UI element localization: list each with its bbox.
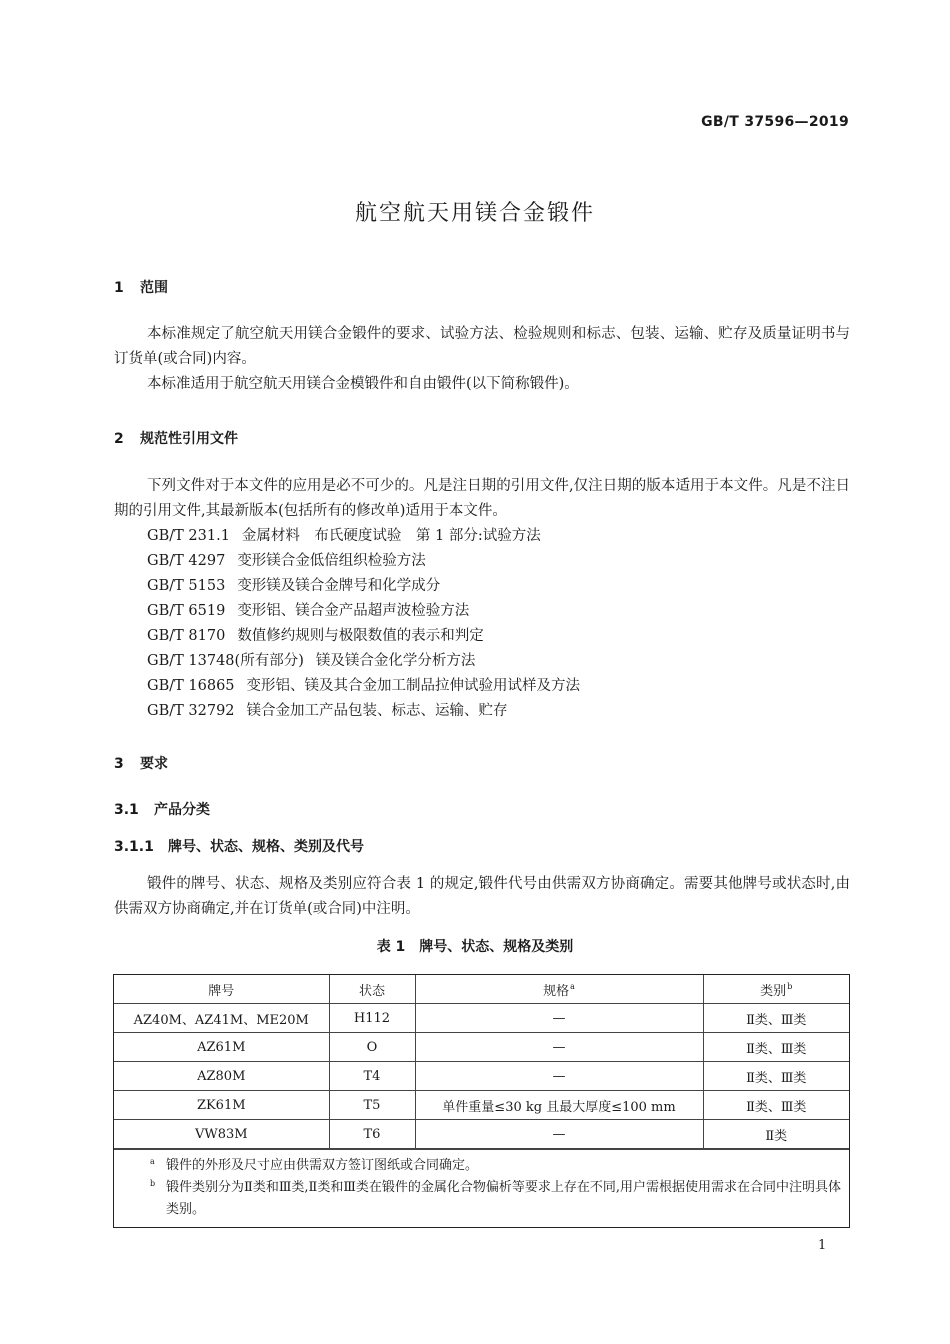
cell-spec: — <box>415 1120 703 1149</box>
table-caption: 表 1 牌号、状态、规格及类别 <box>376 939 574 955</box>
page-number: 1 <box>818 1238 827 1253</box>
table-row <box>114 1091 849 1120</box>
section-number: 2 <box>114 431 124 447</box>
section-3-1-heading <box>114 799 210 819</box>
cell-grade: AZ61M <box>114 1033 329 1062</box>
table-row <box>114 1033 849 1062</box>
cell-spec: — <box>415 1033 703 1062</box>
reference-item <box>147 649 475 674</box>
section-title: 范围 <box>140 280 168 296</box>
reference-title: 变形铝、镁合金产品超声波检验方法 <box>237 603 470 619</box>
reference-code: GB/T 32792 <box>147 703 235 719</box>
section-3-1-1-heading <box>114 836 364 856</box>
cell-spec: 单件重量≤30 kg 且最大厚度≤100 mm <box>415 1091 703 1120</box>
reference-code: GB/T 5153 <box>147 578 226 594</box>
table-row <box>114 1120 849 1149</box>
table-row <box>114 1004 849 1033</box>
cell-spec: — <box>415 1004 703 1033</box>
reference-code: GB/T 13748(所有部分) <box>147 653 304 669</box>
header-grade: 牌号 <box>114 975 329 1004</box>
section-title: 要求 <box>140 756 168 772</box>
reference-item <box>147 574 440 599</box>
section-number: 3.1 <box>114 802 139 818</box>
cell-grade: AZ40M、AZ41M、ME20M <box>114 1004 329 1033</box>
table-notes <box>114 1149 849 1227</box>
header-category <box>703 975 849 1004</box>
note-text: 锻件的外形及尺寸应由供需双方签订图纸或合同确定。 <box>166 1158 479 1173</box>
reference-code: GB/T 16865 <box>147 678 235 694</box>
cell-temper: T4 <box>329 1062 415 1091</box>
reference-item <box>147 624 484 649</box>
cell-category: Ⅱ类、Ⅲ类 <box>703 1091 849 1120</box>
section-3-heading <box>114 753 168 773</box>
paragraph: 锻件的牌号、状态、规格及类别应符合表 1 的规定,锻件代号由供需双方协商确定。需要其他牌号或状态时,由供需双方协商确定,并在订货单(或合同)中注明。 <box>114 876 850 917</box>
cell-temper: T5 <box>329 1091 415 1120</box>
section-2-heading <box>114 428 238 448</box>
section-1-heading <box>114 277 168 297</box>
cell-category: Ⅱ类、Ⅲ类 <box>703 1004 849 1033</box>
reference-title: 变形镁合金低倍组织检验方法 <box>237 553 426 569</box>
note-text: 锻件类别分为Ⅱ类和Ⅲ类,Ⅱ类和Ⅲ类在锻件的金属化合物偏析等要求上存在不同,用户需根据使用需求在合同中注明具体类别。 <box>166 1180 842 1217</box>
reference-item <box>147 599 469 624</box>
reference-item <box>147 549 426 574</box>
table-row <box>114 1062 849 1091</box>
grade-temper-spec-table <box>114 975 849 1149</box>
footnote-mark: b <box>150 1179 156 1188</box>
reference-code: GB/T 6519 <box>147 603 226 619</box>
cell-category: Ⅱ类 <box>703 1120 849 1149</box>
reference-title: 变形铝、镁及其合金加工制品拉伸试验用试样及方法 <box>246 678 581 694</box>
footnote-mark: a <box>150 1157 155 1166</box>
section-number: 3.1.1 <box>114 839 154 855</box>
table-note <box>150 1155 841 1177</box>
paragraph: 本标准适用于航空航天用镁合金模锻件和自由锻件(以下简称锻件)。 <box>147 376 579 392</box>
cell-spec: — <box>415 1062 703 1091</box>
reference-item <box>147 699 508 724</box>
table-header-row <box>114 975 849 1004</box>
reference-code: GB/T 231.1 <box>147 528 230 544</box>
table-1 <box>113 974 850 1228</box>
section-number: 3 <box>114 756 124 772</box>
cell-category: Ⅱ类、Ⅲ类 <box>703 1062 849 1091</box>
section-number: 1 <box>114 280 124 296</box>
reference-code: GB/T 8170 <box>147 628 226 644</box>
reference-item <box>147 674 580 699</box>
reference-item <box>147 524 541 549</box>
cell-grade: VW83M <box>114 1120 329 1149</box>
section-title: 产品分类 <box>154 802 210 818</box>
paragraph: 本标准规定了航空航天用镁合金锻件的要求、试验方法、检验规则和标志、包装、运输、贮存及质量证明书与订货单(或合同)内容。 <box>114 326 850 367</box>
paragraph: 下列文件对于本文件的应用是必不可少的。凡是注日期的引用文件,仅注日期的版本适用于本文件。凡是不注日期的引用文件,其最新版本(包括所有的修改单)适用于本文件。 <box>114 478 850 519</box>
standard-code: GB/T 37596—2019 <box>701 114 849 130</box>
reference-title: 金属材料 布氏硬度试验 第 1 部分:试验方法 <box>241 528 541 544</box>
cell-grade: ZK61M <box>114 1091 329 1120</box>
header-spec <box>415 975 703 1004</box>
header-spec-label: 规格 <box>543 983 570 999</box>
cell-temper: T6 <box>329 1120 415 1149</box>
footnote-mark: a <box>570 981 575 991</box>
reference-title: 数值修约规则与极限数值的表示和判定 <box>237 628 484 644</box>
footnote-mark: b <box>787 981 793 991</box>
cell-category: Ⅱ类、Ⅲ类 <box>703 1033 849 1062</box>
reference-title: 变形镁及镁合金牌号和化学成分 <box>237 578 441 594</box>
reference-title: 镁及镁合金化学分析方法 <box>315 653 476 669</box>
document-title: 航空航天用镁合金锻件 <box>354 201 595 226</box>
section-title: 规范性引用文件 <box>140 431 238 447</box>
reference-code: GB/T 4297 <box>147 553 226 569</box>
section-title: 牌号、状态、规格、类别及代号 <box>168 839 364 855</box>
header-category-label: 类别 <box>760 983 787 999</box>
cell-temper: H112 <box>329 1004 415 1033</box>
cell-grade: AZ80M <box>114 1062 329 1091</box>
cell-temper: O <box>329 1033 415 1062</box>
header-temper: 状态 <box>329 975 415 1004</box>
reference-title: 镁合金加工产品包装、标志、运输、贮存 <box>246 703 508 719</box>
table-note <box>150 1177 841 1221</box>
